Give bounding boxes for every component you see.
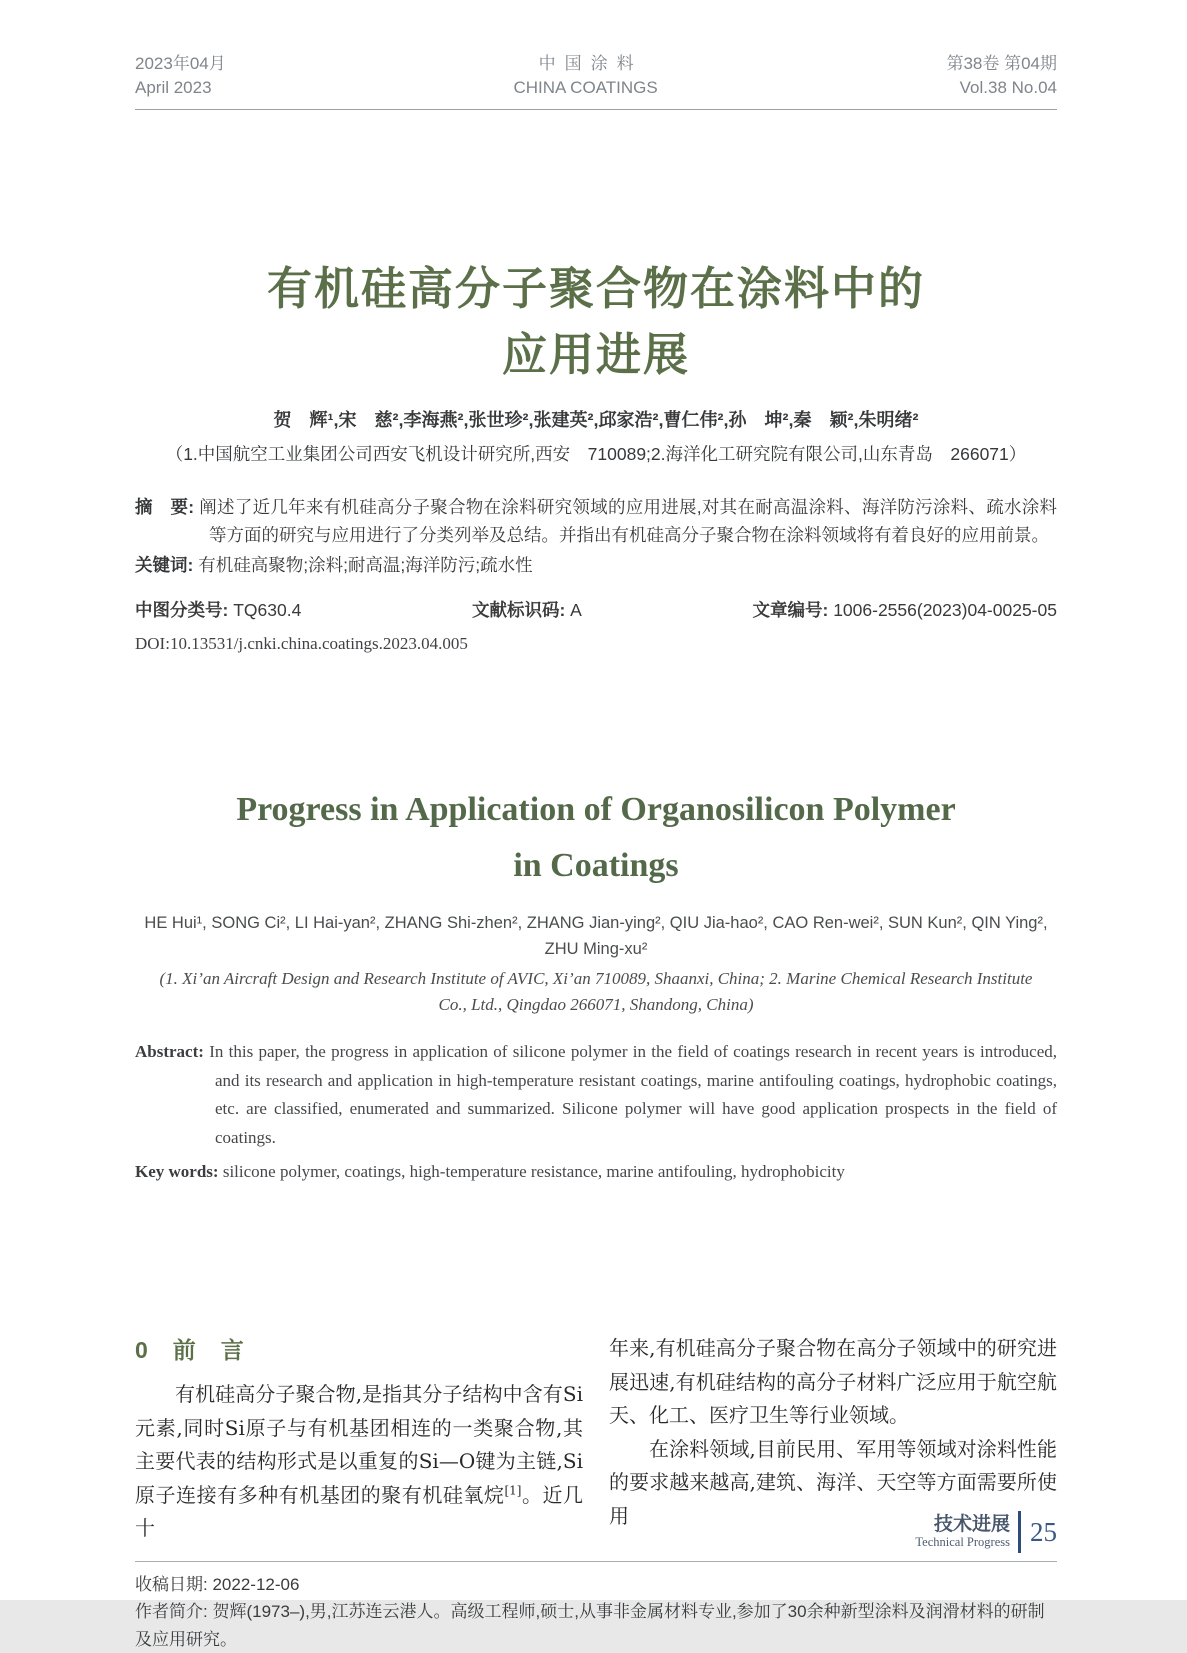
footnote-received-label: 收稿日期: [135, 1575, 208, 1594]
doc-code-value: A [570, 600, 582, 620]
keywords-cn [135, 551, 1057, 579]
body-paragraph-left [135, 1378, 583, 1546]
clc-item [135, 597, 301, 622]
affiliation-en-line2: Co., Ltd., Qingdao 266071, Shandong, China) [135, 992, 1057, 1018]
affiliation-en-line1: (1. Xi’an Aircraft Design and Research Institute of AVIC, Xi’an 710089, Shaanxi, China; 2. Marine Chemical Research Institute [135, 966, 1057, 992]
footnote [135, 1561, 1057, 1653]
article-title-en-line1: Progress in Application of Organosilicon Polymer [135, 782, 1057, 838]
article-title-cn-line1: 有机硅高分子聚合物在涂料中的 [135, 256, 1057, 322]
footnote-received [135, 1571, 1057, 1599]
article-id-value: 1006-2556(2023)04-0025-05 [833, 600, 1057, 620]
article-id-item [752, 597, 1057, 622]
footnote-received-value: 2022-12-06 [212, 1575, 299, 1594]
footer-column-name-cn: 技术进展 [915, 1514, 1010, 1535]
body-paragraph-left-text: 有机硅高分子聚合物,是指其分子结构中含有Si元素,同时Si原子与有机基团相连的一类聚合物,其主要代表的结构形式是以重复的Si—O键为主链,Si原子连接有多种有机基团的聚有机硅氧烷 [135, 1382, 583, 1507]
keywords-en-label: Key words: [135, 1162, 219, 1181]
doc-code-item [472, 597, 582, 622]
footnote-bio-label: 作者简介: [135, 1602, 208, 1621]
authors-en-line2: ZHU Ming-xu² [135, 936, 1057, 962]
section-title: 前 言 [173, 1337, 245, 1363]
header-issue-cn: 第38卷 第04期 [946, 52, 1057, 76]
affiliation-en [135, 966, 1057, 1018]
clc-label: 中图分类号: [135, 600, 228, 620]
page-number: 25 [1030, 1517, 1057, 1548]
footer-column-name [915, 1514, 1010, 1550]
abstract-en-text: In this paper, the progress in application of silicone polymer in the field of coatings research in recent years is introduced, and its research and application in high-temperature resistant coatings, marine antifouling coatings, hydrophobic coatings, etc. are classified, enumerated and summarized. Silicone polymer will have good application prospects in the field of coatings. [209, 1042, 1057, 1147]
article-title-cn-line2: 应用进展 [135, 322, 1057, 388]
article-title-en-line2: in Coatings [135, 838, 1057, 894]
article-id-label: 文章编号: [752, 600, 828, 620]
footer-column-name-en: Technical Progress [915, 1535, 1010, 1550]
body-paragraph-left-tail: 。近几十 [135, 1483, 583, 1541]
citation-1: [1] [504, 1483, 521, 1497]
section-number: 0 [135, 1337, 149, 1363]
keywords-cn-label: 关键词: [135, 555, 193, 575]
authors-en [135, 910, 1057, 962]
article-title-en [135, 782, 1057, 894]
footnote-bio [135, 1598, 1057, 1653]
journal-header [135, 0, 1057, 110]
keywords-en-text: silicone polymer, coatings, high-temperature resistance, marine antifouling, hydrophobicity [223, 1162, 845, 1181]
body-paragraph-right-1: 年来,有机硅高分子聚合物在高分子领域中的研究进展迅速,有机硅结构的高分子材料广泛应用于航空航天、化工、医疗卫生等行业领域。 [609, 1332, 1057, 1433]
clc-value: TQ630.4 [233, 600, 301, 620]
keywords-en [135, 1158, 1057, 1186]
footnote-bio-text: 贺辉(1973–),男,江苏连云港人。高级工程师,硕士,从事非金属材料专业,参加了30余种新型涂料及润滑材料的研制及应用研究。 [135, 1602, 1045, 1649]
header-date-cn: 2023年04月 [135, 52, 226, 76]
authors-cn: 贺 辉¹,宋 慈²,李海燕²,张世珍²,张建英²,邱家浩²,曹仁伟²,孙 坤²,秦 颖²,朱明绪² [135, 406, 1057, 432]
abstract-en [135, 1038, 1057, 1152]
header-date-en: April 2023 [135, 76, 212, 100]
abstract-cn-label: 摘 要: [135, 497, 194, 517]
header-journal-name-cn: 中国涂料 [530, 52, 643, 76]
keywords-cn-text: 有机硅高聚物;涂料;耐高温;海洋防污;疏水性 [198, 555, 532, 575]
authors-en-line1: HE Hui¹, SONG Ci², LI Hai-yan², ZHANG Shi-zhen², ZHANG Jian-ying², QIU Jia-hao², CAO Ren-wei², SUN Kun², QIN Ying², [135, 910, 1057, 936]
doi: DOI:10.13531/j.cnki.china.coatings.2023.04.005 [135, 634, 1057, 654]
header-journal-name-en: CHINA COATINGS [514, 76, 658, 100]
article-title-cn [135, 256, 1057, 388]
body-column-left [135, 1332, 583, 1546]
classification-row [135, 597, 1057, 622]
abstract-en-label: Abstract: [135, 1042, 204, 1061]
affiliation-cn: （1.中国航空工业集团公司西安飞机设计研究所,西安 710089;2.海洋化工研究院有限公司,山东青岛 266071） [135, 441, 1057, 466]
page-footer [915, 1511, 1057, 1553]
section-heading [135, 1332, 583, 1365]
body-paragraph-right-2: 在涂料领域,目前民用、军用等领域对涂料性能的要求越来越高,建筑、海洋、天空等方面需要所使用 [609, 1433, 1057, 1534]
header-issue-en: Vol.38 No.04 [960, 76, 1057, 100]
abstract-cn [135, 493, 1057, 549]
footer-divider-bar [1018, 1511, 1021, 1553]
abstract-cn-text: 阐述了近几年来有机硅高分子聚合物在涂料研究领域的应用进展,对其在耐高温涂料、海洋防污涂料、疏水涂料等方面的研究与应用进行了分类列举及总结。并指出有机硅高分子聚合物在涂料领域将有着良好的应用前景。 [199, 497, 1057, 545]
doc-code-label: 文献标识码: [472, 600, 565, 620]
